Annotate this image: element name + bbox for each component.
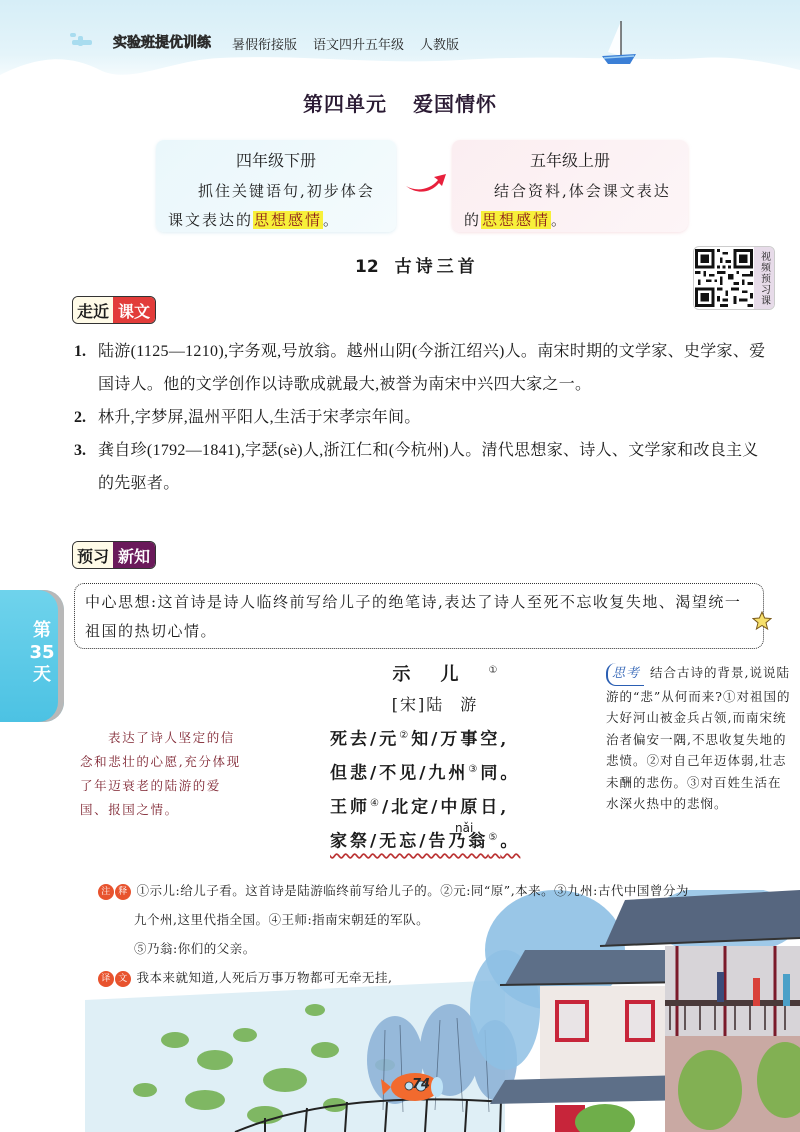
goal-card-grade5 — [452, 140, 688, 232]
poem-line-2 — [330, 753, 540, 787]
goal-heading: 五年级上册 — [529, 151, 610, 170]
lesson-number: 12 — [355, 257, 379, 277]
goal-text — [168, 177, 384, 235]
star-icon — [752, 611, 772, 631]
author-item-lu-you — [74, 335, 774, 401]
day-tab — [0, 590, 64, 722]
translation-text: 我本来就知道,人死后万事万物都可无牵无挂, — [136, 970, 393, 985]
poem-title-footnote: ① — [488, 665, 498, 676]
line-part-b: 知/万事空, — [411, 729, 510, 750]
badge-part1: 预习 — [73, 542, 113, 568]
badge-part2: 课文 — [113, 297, 155, 323]
publisher-edition-label: 人教版 — [420, 38, 460, 53]
poem-author-char1: 陆 — [426, 695, 445, 714]
notes-line-1 — [98, 876, 778, 905]
poem-line-3 — [330, 787, 540, 821]
item-text: 龚自珍(1792—1841),字瑟(sè)人,浙江仁和(今杭州)人。清代思想家、诗人、文学家和改良主义的先驱者。 — [98, 442, 759, 492]
poem-title — [350, 660, 540, 686]
day-tab-label — [24, 620, 60, 686]
item-number: 1. — [74, 343, 86, 360]
line-part-b: 。 — [500, 831, 521, 852]
translation-line — [98, 963, 778, 992]
section-badge-preview — [72, 541, 156, 569]
sailboat-icon — [600, 18, 640, 64]
poem-dynasty: [宋] — [391, 695, 427, 714]
line-part-a: 王师 — [330, 797, 370, 818]
line-part-a: 家祭/无忘/告乃翁 — [330, 831, 489, 852]
poem-annotation-note — [80, 726, 248, 822]
qr-label: 视频预习课 — [754, 247, 774, 309]
unit-title — [0, 88, 800, 117]
goal-text-main: 结合资料,体会课文表达的 — [464, 182, 671, 229]
author-item-lin-sheng — [74, 401, 774, 434]
line-footnote: ③ — [468, 764, 481, 775]
section-badge-about — [72, 296, 156, 324]
notes-badge-icon: 释 — [115, 884, 131, 900]
lesson-title — [355, 252, 479, 277]
lesson-name: 古诗三首 — [394, 257, 479, 277]
goal-text-main: 抓住关键语句,初步体会课文表达的 — [168, 182, 375, 229]
line-part-b: 同。 — [480, 763, 521, 784]
edition-label: 暑假衔接版 — [232, 38, 298, 53]
notes-section — [98, 876, 778, 992]
author-item-gong-zizhen — [74, 434, 774, 500]
poem-title-char1: 示 — [392, 664, 441, 685]
goal-text-end: 。 — [323, 211, 341, 229]
line-footnote: ④ — [370, 798, 382, 809]
line-footnote: ② — [399, 730, 412, 741]
think-question: 结合古诗的背景,说说陆游的“悲”从何而来? — [606, 665, 790, 704]
poem-author — [330, 692, 540, 715]
line-footnote: ⑤ — [488, 832, 501, 843]
poem-line-4 — [330, 821, 540, 855]
badge-part2: 新知 — [113, 542, 155, 568]
notes-badge-icon: 注 — [98, 884, 114, 900]
line-part-a: 但悲/不见/九州 — [330, 763, 469, 784]
item-number: 2. — [74, 409, 86, 426]
think-tag: 思考 — [606, 663, 644, 686]
day-tab-line1: 第 — [33, 620, 51, 641]
line-part-a: 死去/元 — [330, 729, 400, 750]
author-list — [74, 335, 774, 500]
day-tab-line3: 天 — [33, 664, 51, 685]
poem-lines — [330, 719, 540, 855]
badge-part1: 走近 — [73, 297, 113, 323]
goal-heading: 四年级下册 — [235, 151, 316, 170]
progression-arrow-icon — [404, 170, 448, 194]
unit-theme: 爱国情怀 — [413, 92, 497, 116]
notes-text: ①示儿:给儿子看。这首诗是陆游临终前写给儿子的。②元:同“原”,本来。③九州:古代中国曾分为 — [136, 883, 689, 898]
poem-title-char2: 儿 — [440, 664, 489, 685]
item-text: 陆游(1125—1210),字务观,号放翁。越州山阴(今浙江绍兴)人。南宋时期的文学家、史学家、爱国诗人。他的文学创作以诗歌成就最大,被誉为南宋中兴四大家之一。 — [98, 343, 766, 393]
subject-grade-label: 语文四升五年级 — [313, 38, 405, 53]
page-number: 74 — [412, 1077, 431, 1092]
think-answer: ①对祖国的大好河山被金兵占领,而南宋统治者偏安一隅,不思收复失地的悲愤。②对自己年迈体弱,壮志未酬的悲伤。③对百姓生活在水深火热中的悲悯。 — [606, 688, 791, 811]
qr-code-icon — [695, 248, 753, 308]
series-title: 实验班提优训练 — [113, 35, 211, 51]
item-text: 林升,字梦屏,温州平阳人,生活于宋孝宗年间。 — [98, 409, 421, 426]
unit-number: 第四单元 — [303, 92, 387, 116]
item-number: 3. — [74, 442, 86, 459]
poem — [330, 660, 540, 855]
logo-mark-icon — [70, 33, 92, 49]
think-box — [606, 662, 794, 815]
notes-line-3: ⑤乃翁:你们的父亲。 — [134, 941, 256, 956]
goal-text — [464, 177, 676, 235]
translation-badge-icon: 文 — [115, 971, 131, 987]
goal-text-end: 。 — [551, 211, 569, 229]
day-tab-number: 35 — [29, 642, 55, 663]
pinyin-annotation: nǎi — [455, 821, 474, 835]
goal-card-grade4 — [156, 140, 396, 232]
poem-author-char2: 游 — [460, 695, 479, 714]
annotation-text: 表达了诗人坚定的信念和悲壮的心愿,充分体现了年迈衰老的陆游的爱国、报国之情。 — [80, 730, 241, 817]
line-part-b: /北定/中原日, — [381, 797, 510, 818]
central-idea-box: 中心思想:这首诗是诗人临终前写给儿子的绝笔诗,表达了诗人至死不忘收复失地、渴望统一祖国的热切心情。 — [74, 583, 764, 649]
goal-highlight: 思想感情 — [254, 211, 323, 229]
translation-badge-icon: 译 — [98, 971, 114, 987]
goal-highlight: 思想感情 — [482, 211, 551, 229]
poem-line-1 — [330, 719, 540, 753]
notes-line-2: 九个州,这里代指全国。④王师:指南宋朝廷的军队。 — [134, 912, 430, 927]
video-qr-code[interactable] — [693, 246, 775, 310]
